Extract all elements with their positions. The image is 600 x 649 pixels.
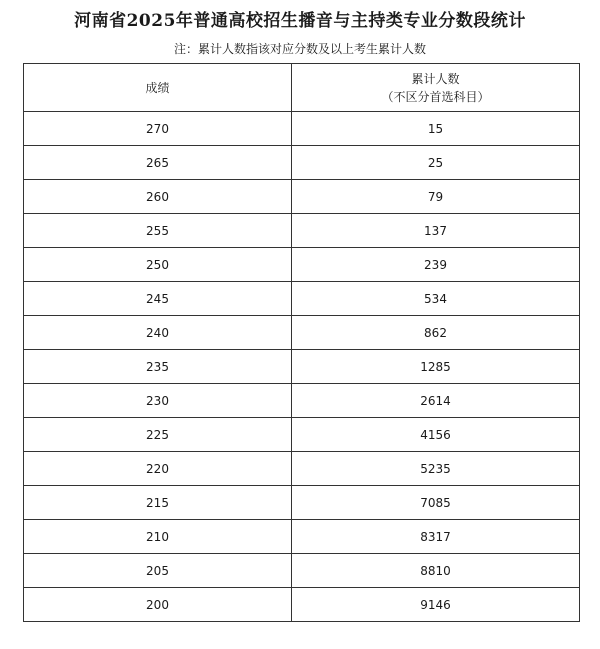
count-cell: 2614 (292, 384, 580, 418)
count-cell: 79 (292, 180, 580, 214)
table-row (24, 486, 580, 520)
count-cell: 1285 (292, 350, 580, 384)
header-score: 成绩 (24, 64, 292, 112)
count-cell: 15 (292, 112, 580, 146)
count-cell: 4156 (292, 418, 580, 452)
score-cell: 200 (24, 588, 292, 622)
header-count-line1: 累计人数 (411, 71, 460, 86)
score-distribution-table (23, 63, 580, 622)
table-row (24, 214, 580, 248)
score-cell: 245 (24, 282, 292, 316)
table-row (24, 282, 580, 316)
header-count-line2: （不区分首选科目） (381, 89, 490, 104)
score-cell: 220 (24, 452, 292, 486)
table-row (24, 520, 580, 554)
count-cell: 5235 (292, 452, 580, 486)
table-row (24, 112, 580, 146)
table-row (24, 588, 580, 622)
count-cell: 239 (292, 248, 580, 282)
table-row (24, 316, 580, 350)
count-cell: 534 (292, 282, 580, 316)
count-cell: 7085 (292, 486, 580, 520)
table-row (24, 452, 580, 486)
score-cell: 260 (24, 180, 292, 214)
table-row (24, 146, 580, 180)
count-cell: 25 (292, 146, 580, 180)
table-row (24, 350, 580, 384)
score-cell: 270 (24, 112, 292, 146)
score-cell: 230 (24, 384, 292, 418)
count-cell: 8810 (292, 554, 580, 588)
table-row (24, 554, 580, 588)
table-row (24, 384, 580, 418)
document-title: 河南省2025年普通高校招生播音与主持类专业分数段统计 (74, 11, 526, 31)
score-cell: 225 (24, 418, 292, 452)
document-note: 注：累计人数指该对应分数及以上考生累计人数 (173, 42, 426, 56)
table-row (24, 418, 580, 452)
table-header-row (24, 64, 580, 112)
score-cell: 205 (24, 554, 292, 588)
count-cell: 862 (292, 316, 580, 350)
table-row (24, 248, 580, 282)
score-cell: 250 (24, 248, 292, 282)
score-cell: 215 (24, 486, 292, 520)
table-row (24, 180, 580, 214)
score-cell: 210 (24, 520, 292, 554)
score-cell: 255 (24, 214, 292, 248)
score-cell: 235 (24, 350, 292, 384)
score-cell: 240 (24, 316, 292, 350)
count-cell: 9146 (292, 588, 580, 622)
score-cell: 265 (24, 146, 292, 180)
count-cell: 8317 (292, 520, 580, 554)
header-cumulative-count (292, 64, 580, 112)
count-cell: 137 (292, 214, 580, 248)
